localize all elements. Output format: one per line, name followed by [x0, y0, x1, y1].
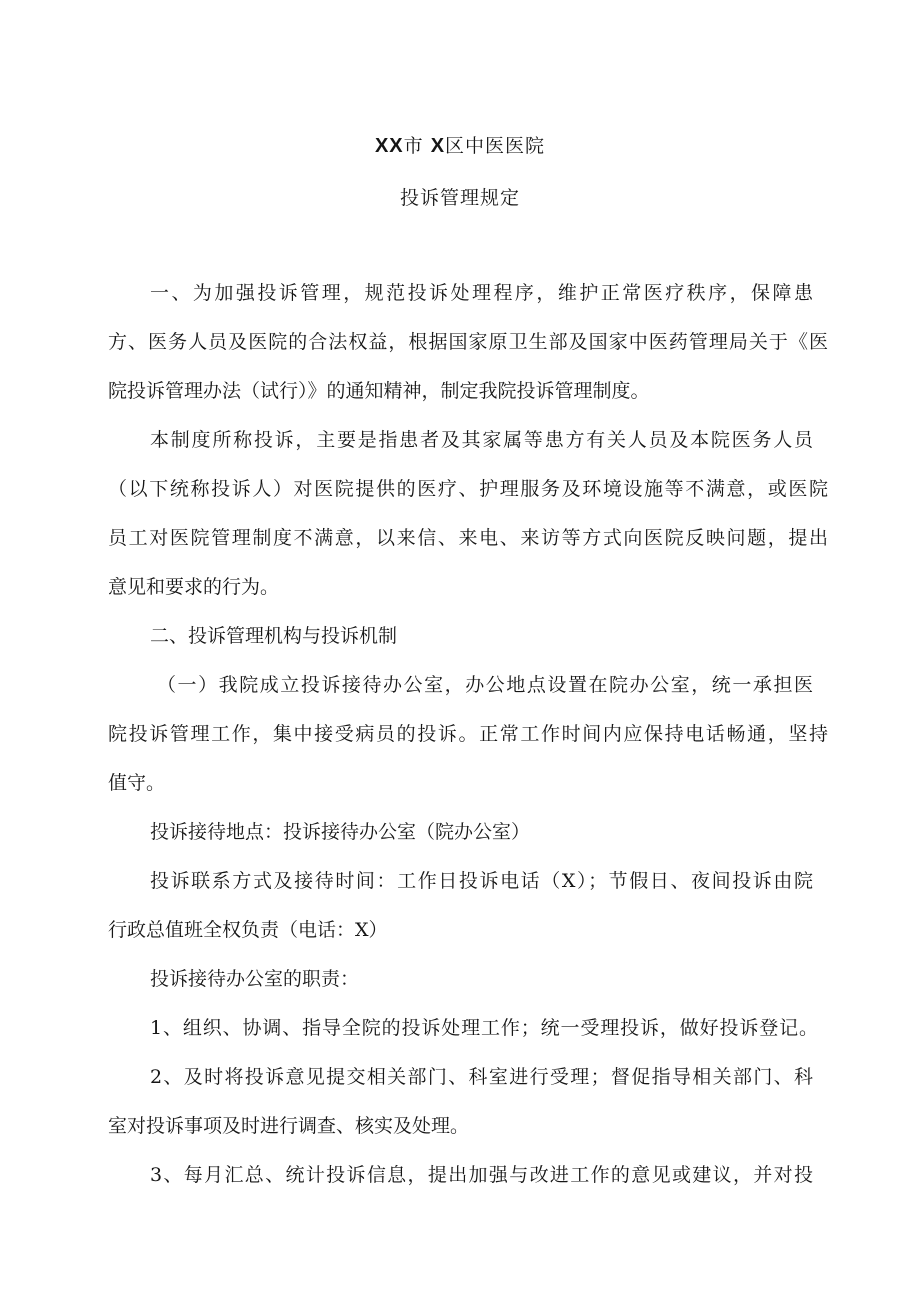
paragraph-line: 员工对医院管理制度不满意，以来信、来电、来访等方式向医院反映问题，提出	[108, 527, 828, 549]
paragraph-line: 院投诉管理办法（试行）》的通知精神，制定我院投诉管理制度。	[108, 380, 650, 402]
paragraph-line: 本制度所称投诉，主要是指患者及其家属等患方有关人员及本院医务人员	[150, 429, 813, 451]
title-district-placeholder: X	[430, 135, 446, 157]
title-hospital-name: 区中医医院	[445, 135, 546, 157]
paragraph-line: 值守。	[108, 772, 166, 794]
list-item: 1、组织、协调、指导全院的投诉处理工作；统一受理投诉，做好投诉登记。	[150, 1017, 818, 1039]
paragraph-line: （一）我院成立投诉接待办公室，办公地点设置在院办公室，统一承担医	[157, 674, 813, 696]
section-heading: 二、投诉管理机构与投诉机制	[150, 625, 398, 647]
paragraph-line: 行政总值班全权负责（电话：X）	[108, 919, 388, 941]
document-title	[0, 131, 920, 158]
list-item: 2、及时将投诉意见提交相关部门、科室进行受理；督促指导相关部门、科	[150, 1066, 813, 1088]
document-subtitle: 投诉管理规定	[399, 187, 520, 209]
paragraph-line: 投诉联系方式及接待时间：工作日投诉电话（X）；节假日、夜间投诉由院	[150, 870, 813, 892]
paragraph-line: 院投诉管理工作，集中接受病员的投诉。正常工作时间内应保持电话畅通，坚持	[108, 723, 828, 745]
paragraph-line: 方、医务人员及医院的合法权益，根据国家原卫生部及国家中医药管理局关于《医	[108, 331, 828, 353]
paragraph-line: 室对投诉事项及时进行调查、核实及处理。	[108, 1115, 470, 1137]
paragraph-line: 投诉接待地点：投诉接待办公室（院办公室）	[150, 821, 531, 843]
title-city-suffix: 市	[403, 135, 424, 157]
paragraph-line: 意见和要求的行为。	[108, 576, 280, 598]
paragraph-line: （以下统称投诉人）对医院提供的医疗、护理服务及环境设施等不满意，或医院	[108, 478, 828, 500]
list-item: 3、每月汇总、统计投诉信息，提出加强与改进工作的意见或建议，并对投	[150, 1164, 813, 1186]
paragraph-line: 一、为加强投诉管理，规范投诉处理程序，维护正常医疗秩序，保障患	[150, 282, 813, 304]
title-city-placeholder: XX	[374, 135, 404, 157]
paragraph-line: 投诉接待办公室的职责：	[150, 968, 360, 990]
